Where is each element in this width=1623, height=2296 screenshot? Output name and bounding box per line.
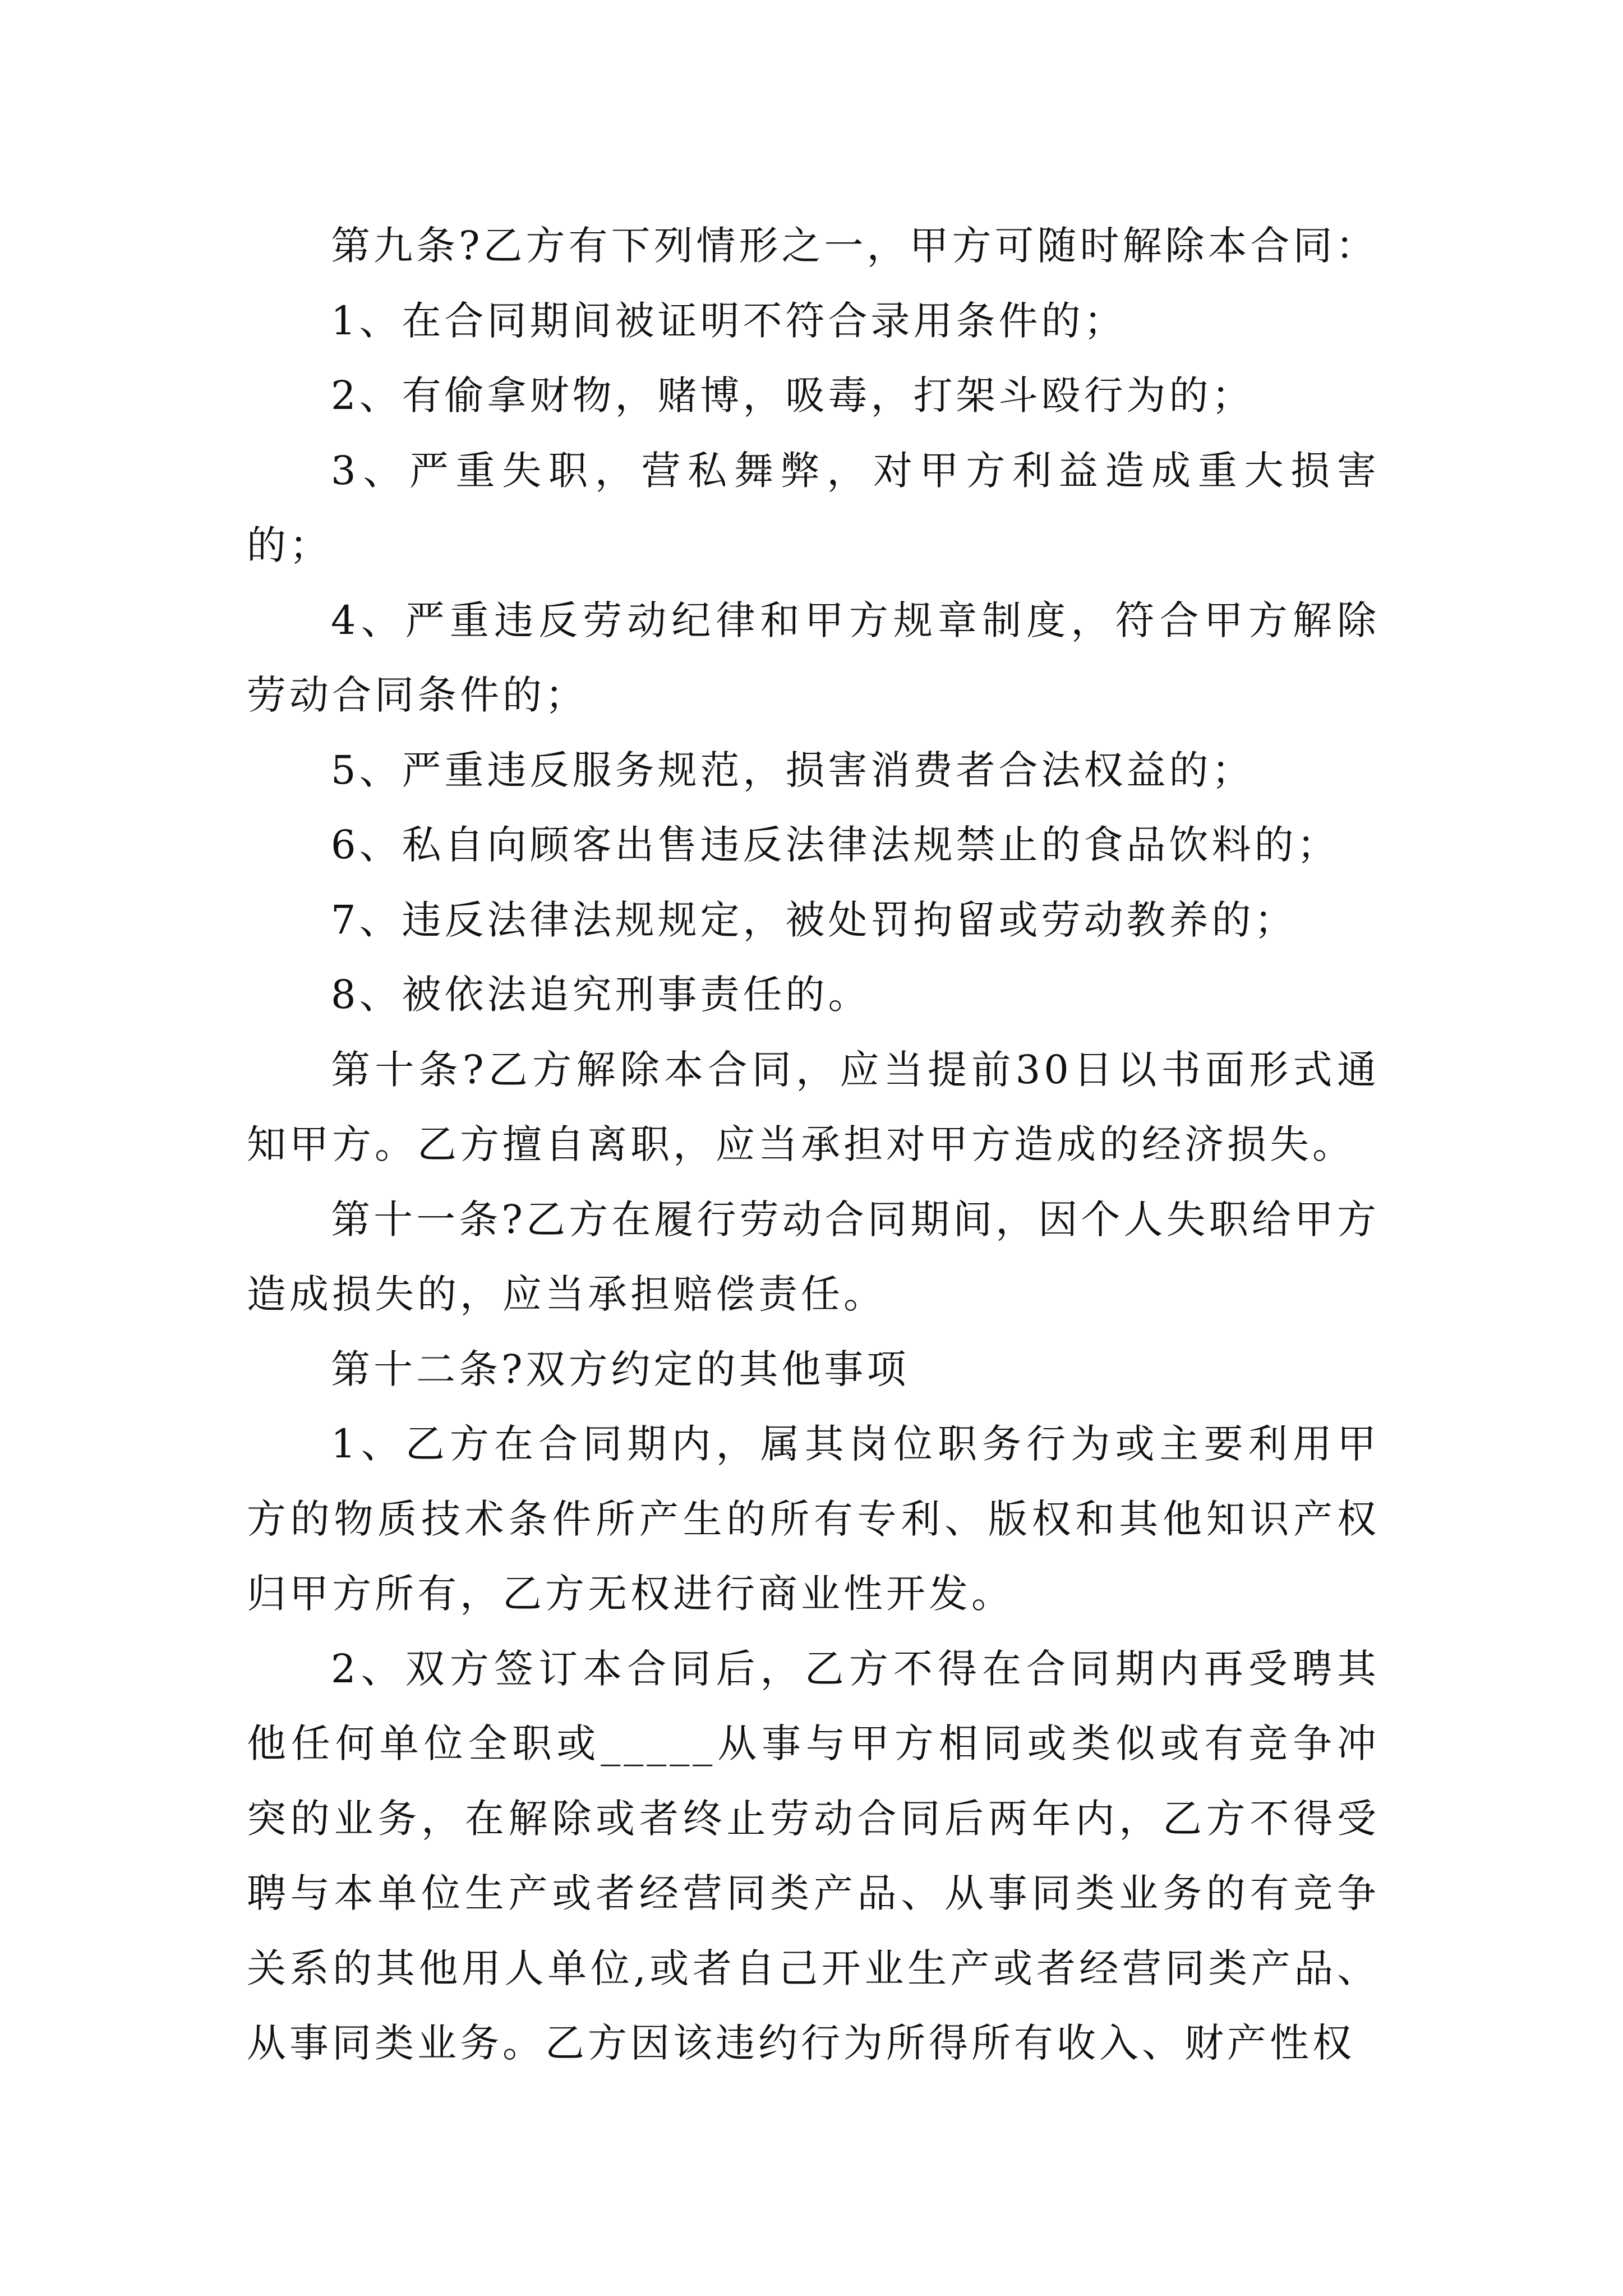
list-item: 5、严重违反服务规范，损害消费者合法权益的； (331, 747, 1255, 793)
list-item: 3、严重失职，营私舞弊，对甲方利益造成重大损害的； (247, 447, 1380, 568)
list-item: 1、乙方在合同期内，属其岗位职务行为或主要利用甲方的物质技术条件所产生的所有专利、版权和其他知识产权归甲方所有，乙方无权进行商业性开发。 (247, 1421, 1380, 1617)
list-item: 7、违反法律法规规定，被处罚拘留或劳动教养的； (331, 896, 1297, 943)
list-item: 6、私自向顾客出售违反法律法规禁止的食品饮料的； (331, 822, 1340, 868)
list-item: 8、被依法追究刑事责任的。 (331, 972, 871, 1018)
paragraph-article-9: 第九条?乙方有下列情形之一，甲方可随时解除本合同： (331, 223, 1378, 269)
document-body (247, 209, 1380, 2081)
paragraph-article-12: 第十二条?双方约定的其他事项 (331, 1346, 910, 1392)
list-item: 2、有偷拿财物，赌博，吸毒，打架斗殴行为的； (331, 372, 1255, 418)
paragraph-article-10: 第十条?乙方解除本合同，应当提前30日以书面形式通知甲方。乙方擅自离职，应当承担对甲方造成的经济损失。 (247, 1046, 1380, 1167)
list-item: 4、严重违反劳动纪律和甲方规章制度，符合甲方解除劳动合同条件的； (247, 597, 1380, 718)
paragraph-article-11: 第十一条?乙方在履行劳动合同期间，因个人失职给甲方造成损失的，应当承担赔偿责任。 (247, 1196, 1380, 1317)
list-item: 1、在合同期间被证明不符合录用条件的； (331, 297, 1127, 344)
list-item: 2、双方签订本合同后，乙方不得在合同期内再受聘其他任何单位全职或_____从事与甲方相同或类似或有竞争冲突的业务，在解除或者终止劳动合同后两年内，乙方不得受聘与本单位生产或者经营同类产品、从事同类业务的有竞争关系的其他用人单位,或者自己开业生产或者经营同类产品、从事同类业务。乙方因该违约行为所得所有收入、财产性权 (247, 1645, 1380, 2066)
